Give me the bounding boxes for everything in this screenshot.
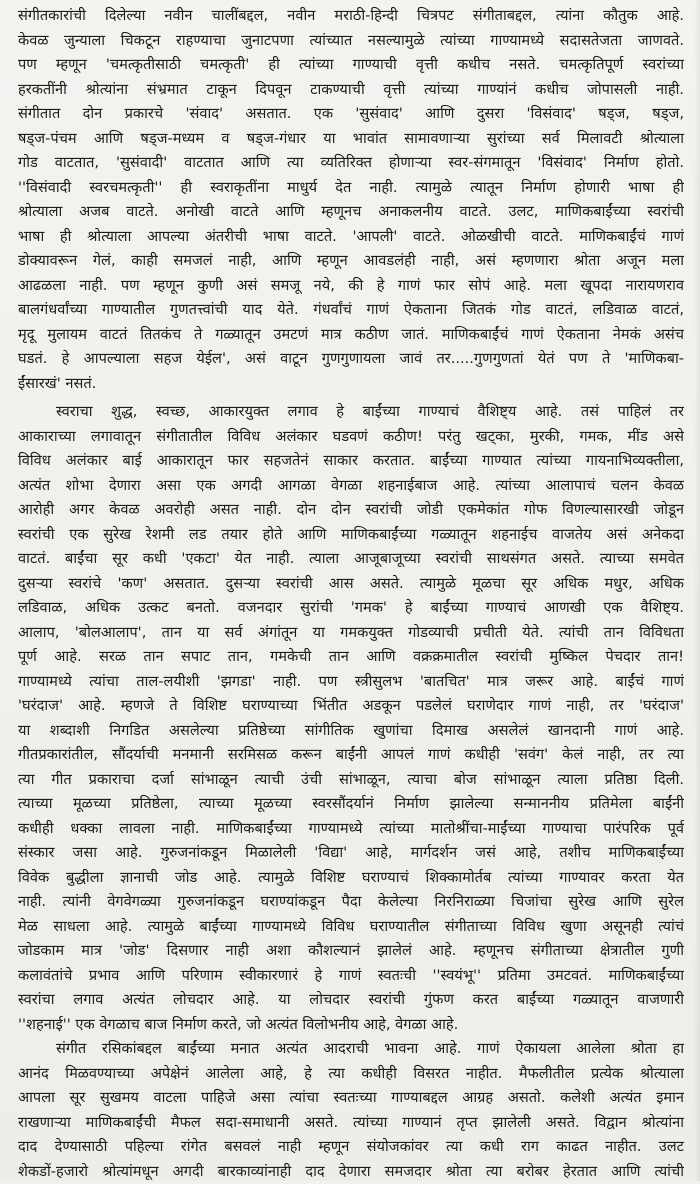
text-line: आनंद मिळवण्याच्या अपेक्षेनं आलेला आहे, हे त्या कधीही विसरत नाहीत. मैफलीतील प्रत्येक श्रोत्याला (18, 1062, 684, 1087)
text-line: षड्ज-पंचम आणि षड्ज-मध्यम व षड्ज-गंधार या भावांत सामावणाऱ्या सुरांच्या सर्व मिलावटी श्रोत्याला (18, 127, 684, 152)
text-line: त्या गीत प्रकाराचा दर्जा सांभाळून त्याची उंची सांभाळून, त्याचा बोज सांभाळून त्याला प्रतिष्ठा दिली. (18, 768, 684, 793)
text-line: विवेक बुद्धीला ज्ञानाची जोड आहे. त्यामुळे विशिष्ट घराण्याचं शिक्कामोर्तब त्यांच्या गाण्यावर करता येत (18, 866, 684, 891)
text-line: गाण्यामध्ये त्यांचा ताल-लयीशी 'झगडा' नाही. पण स्त्रीसुलभ 'बातचित' मात्र जरूर आहे. बाईंचं गाणं (18, 670, 684, 695)
text-line: मृदू मुलायम वाटतं तितकंच ते गळ्यातून उमटणं मात्र कठीण जातं. माणिकबाईंचं गाणं ऐकताना नेमकं असंच (18, 323, 684, 348)
text-line: आलाप, 'बोलआलाप', तान या सर्व अंगांतून या गमकयुक्त गोडव्याची प्रचीती येते. त्यांची तान विविधता (18, 621, 684, 646)
text-line: ईंसारखं' नसतं. (18, 372, 684, 397)
text-line: गीतप्रकारांतील, सौंदर्याची मनमानी सरमिसळ करून बाईंनी आपलं गाणं कधीही 'सवंग' केलं नाही, तर त्या (18, 743, 684, 768)
text-line: घडतं. हे आपल्याला सहज येईल', असं वाटून गुणगुणायला जावं तर.....गुणगुणतां येतं पण ते 'माणिकबा- (18, 347, 684, 372)
paragraph-2 (18, 400, 684, 1037)
text-line: आरोही अगर केवळ अवरोही असत नाही. दोन दोन स्वरांची जोडी एकमेकांत गोफ विणल्यासारखी जोडून (18, 498, 684, 523)
text-line: आपला सूर सुखमय वाटला पाहिजे असा त्यांचा स्वतःच्या गाण्याबद्दल आग्रह असतो. कलेशी अत्यंत इमान (18, 1086, 684, 1111)
text-line: स्वराचा शुद्ध, स्वच्छ, आकारयुक्त लगाव हे बाईंच्या गाण्याचं वैशिष्ट्य आहे. तसं पाहिलं तर (18, 400, 684, 425)
page-edge-shadow (694, 0, 700, 1181)
text-line: राखणाऱ्या माणिकबाईंची मैफल सदा-समाधानी असते. त्यांच्या गाण्यानं तृप्त झालेली असते. विद्वान श्रोत्यांना (18, 1111, 684, 1136)
text-line: या शब्दाशी निगडित असलेल्या प्रतिष्ठेच्या सांगीतिक खुणांचा दिमाख असलेलं खानदानी गाणं आहे. (18, 719, 684, 744)
text-line: संगीतकारांची दिलेल्या नवीन चालींबद्दल, नवीन मराठी-हिन्दी चित्रपट संगीताबद्दल, त्यांना कौतुक आहे. (18, 4, 684, 29)
text-line: वाटतं. बाईंचा सूर कधी 'एकटा' येत नाही. त्याला आजूबाजूच्या स्वरांची साथसंगत असते. त्याच्या समवेत (18, 547, 684, 572)
text-line: पण म्हणून 'चमत्कृतीसाठी चमत्कृती' ही त्यांच्या गाण्याची वृत्ती कधीच नसते. चमत्कृतिपूर्ण स्वरांच्या (18, 53, 684, 78)
text-line: त्याच्या मूळच्या प्रतिष्ठेला, त्याच्या मूळच्या स्वरसौंदर्यानं निर्माण झालेल्या सन्माननीय प्रतिमेला बाईंनी (18, 792, 684, 817)
text-line: डोक्यावरून गेलं, काही समजलं नाही, आणि म्हणून आवडलंही नाही, असं म्हणणारा श्रोता अजून मला (18, 249, 684, 274)
text-line: कलावंतांचे प्रभाव आणि परिणाम स्वीकारणारं हे गाणं स्वतःची ''स्वयंभू'' प्रतिमा उमटवतं. माणिकबाईंच्या (18, 964, 684, 989)
text-line: गोड वाटतात, 'सुसंवादी' वाटतात आणि त्या व्यतिरिक्त होणाऱ्या स्वर-संगमातून 'विसंवाद' निर्माण होतो. (18, 151, 684, 176)
paragraph-3 (18, 1037, 684, 1184)
text-line: हरकतींनी श्रोत्यांना संभ्रमात टाकून दिपवून टाकण्याची वृत्ती त्यांच्या गाण्यांनं कधीच जोपासली नाही. (18, 78, 684, 103)
text-line: आढळला नाही. पण म्हणून कुणी असं समजू नये, की हे गाणं फार सोपं आहे. मला खूपदा नारायणराव (18, 274, 684, 299)
text-line: संगीत रसिकांबद्दल बाईंच्या मनात अत्यंत आदराची भावना आहे. गाणं ऐकायला आलेला श्रोता हा (18, 1037, 684, 1062)
paragraph-1 (18, 4, 684, 396)
text-line: विविध अलंकार बाई आकारातून फार सहजतेनं साकार करतात. बाईंच्या गाण्यात त्यांच्या गायनाभिव्यक्तीला, (18, 449, 684, 474)
text-line: दाद देण्यासाठी पहिल्या रांगेत बसवलं नाही म्हणून संयोजकांवर त्या कधी राग काढत नाहीत. उलट (18, 1135, 684, 1160)
text-line: पूर्ण आहे. सरळ तान सपाट तान, गमकेची तान आणि वक्रक्रमातील स्वरांची मुष्किल पेचदार तान! (18, 645, 684, 670)
text-line: दुसऱ्या स्वरांचे 'कण' असतात. दुसऱ्या स्वरांची आस असते. त्यामुळे मूळचा सूर अधिक मधुर, अधिक (18, 572, 684, 597)
text-line: जोडकाम मात्र 'जोड' दिसणार नाही अशा कौशल्यानं झालेलं आहे. म्हणूनच संगीताच्या क्षेत्रातील गुणी (18, 939, 684, 964)
text-line: संस्कार जसा आहे. गुरुजनांकडून मिळालेली 'विद्या' आहे, मार्गदर्शन जसं आहे, तशीच माणिकबाईंच्या (18, 841, 684, 866)
text-line: आकाराच्या लगावातून संगीतातील विविध अलंकार घडवणं कठीण! परंतु खट्का, मुरकी, गमक, मींड असे (18, 425, 684, 450)
text-line: ''शहनाई'' एक वेगळाच बाज निर्माण करते, जो अत्यंत विलोभनीय आहे, वेगळा आहे. (18, 1013, 684, 1038)
text-line: बालगंधर्वांच्या गाण्यातील गुणतत्त्वांची याद येते. गंधर्वांचं गाणं ऐकताना जितकं गोड वाटतं, लडिवाळ वाटतं, (18, 298, 684, 323)
text-line: 'घरंदाज' आहे. म्हणजे ते विशिष्ट घराण्याच्या भिंतीत अडकून पडलेलं घराणेदार गाणं नाही, तर 'घरंदाज' (18, 694, 684, 719)
text-line: ''विसंवादी स्वरचमत्कृती'' ही स्वराकृतींना माधुर्य देत नाही. त्यामुळे त्यातून निर्माण होणारी भाषा ही (18, 176, 684, 201)
text-line: अत्यंत शोभा देणारा असा एक अगदी आगळा वेगळा शहनाईबाज आहे. त्यांच्या आलापाचं चलन केवळ (18, 474, 684, 499)
text-line: स्वरांची एक सुरेख रेशमी लड तयार होते आणि माणिकबाईंच्या गळ्यातून शहनाईच वाजतेय असं अनेकदा (18, 523, 684, 548)
text-line: श्रोत्याला अजब वाटते. अनोखी वाटते आणि म्हणूनच अनाकलनीय वाटते. उलट, माणिकबाईंच्या स्वरांची (18, 200, 684, 225)
text-line: नाही. त्यांनी वेगवेगळ्या गुरुजनांकडून घराण्यांकडून पैदा केलेल्या निरनिराळ्या चिजांचा सुरेख आणि सुरेल (18, 890, 684, 915)
text-line: केवळ जुन्याला चिकटून राहण्याचा जुनाटपणा त्यांच्यात नसल्यामुळे त्यांच्या गाण्यामध्ये सदासतेजता जाणवते. (18, 29, 684, 54)
text-line: भाषा ही श्रोत्याला आपल्या अंतरीची भाषा वाटते. 'आपली' वाटते. ओळखीची वाटते. माणिकबाईंचं गाणं (18, 225, 684, 250)
text-line: स्वरांचा लगाव अत्यंत लोचदार आहे. या लोचदार स्वरांची गुंफण करत बाईंच्या गळ्यातून वाजणारी (18, 988, 684, 1013)
text-line: कधीही धक्का लावला नाही. माणिकबाईंच्या गाण्यामध्ये त्यांच्या मातोश्रींचा-माईंच्या गाण्याचा पारंपरिक पूर्व (18, 817, 684, 842)
text-line: संगीतात दोन प्रकारचे 'संवाद' असतात. एक 'सुसंवाद' आणि दुसरा 'विसंवाद' षड्ज, षड्ज, (18, 102, 684, 127)
text-line: मेळ साधला आहे. त्यामुळे बाईंच्या गाण्यामध्ये विविध घराण्यातील संगीताच्या विविध खुणा असूनही त्यांचं (18, 915, 684, 940)
text-line: शेकडों-हजारो श्रोत्यांमधून अगदी बारकाव्यांनाही दाद देणारा समजदार श्रोता त्या बरोबर हेरतात आणि त्यांची (18, 1160, 684, 1184)
text-line: लडिवाळ, अधिक उत्कट बनतो. वजनदार सुरांची 'गमक' हे बाईंच्या गाण्याचं आणखी एक वैशिष्ट्य. (18, 596, 684, 621)
